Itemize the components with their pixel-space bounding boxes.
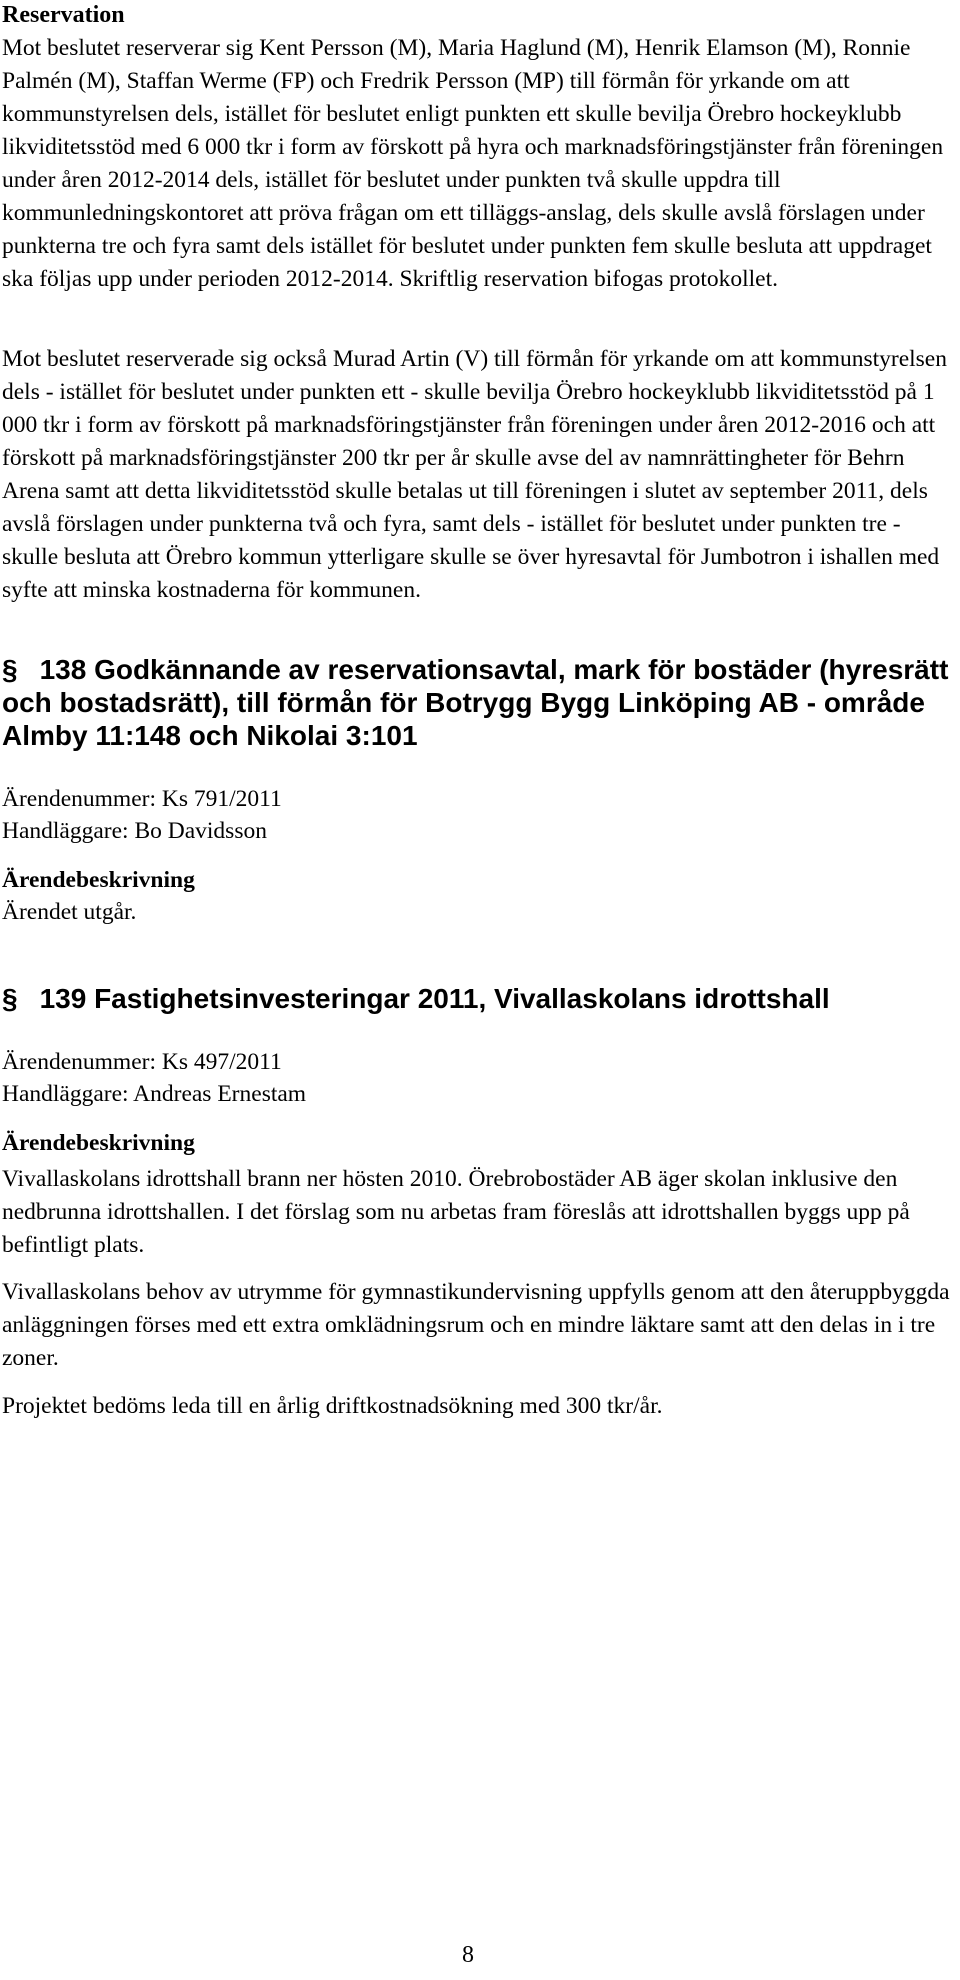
section-139-case-number: Ärendenummer: Ks 497/2011	[2, 1049, 282, 1075]
reservation-paragraph-1-text: Mot beslutet reserverar sig Kent Persson (M), Maria Haglund (M), Henrik Elamson (M), Ronnie Palmén (M), Staffan Werme (FP) och Fredrik Persson (MP) till förmån för yrkande om att kommunstyrelsen dels, istället för beslutet enligt punkten ett skulle bevilja Örebro hockeyklubb likviditetsstöd med 6 000 tkr i form av förskott på hyra och marknadsföringstjänster från föreningen under åren 2012-2014 dels, istället för beslutet under punkten två skulle uppdra till kommunledningskontoret att pröva frågan om ett tilläggs-anslag, dels skulle avslå förslagen under punkterna tre och fyra samt dels istället för beslutet under punkten fem skulle besluta att uppdraget ska följas upp under perioden 2012-2014. Skriftlig reservation bifogas protokollet.	[2, 35, 944, 292]
section-139-paragraph-2-text: Vivallaskolans behov av utrymme för gymnastikundervisning uppfylls genom att den återuppbyggda anläggningen förses med ett extra omklädningsrum och en mindre läktare samt att den delas in i tre zoner.	[2, 1279, 950, 1371]
section-139-paragraph-2	[2, 1276, 950, 1375]
section-symbol: §	[2, 654, 18, 685]
reservation-paragraph-2-text: Mot beslutet reserverade sig också Murad Artin (V) till förmån för yrkande om att kommunstyrelsen dels - istället för beslutet under punkten ett - skulle bevilja Örebro hockeyklubb likviditetsstöd på 1 000 tkr i form av förskott på marknadsföringstjänster från föreningen under åren 2012-2016 och att förskott på marknadsföringstjänster 200 tkr per år skulle avse del av namnrättingheter för Behrn Arena samt att detta likviditetsstöd skulle betalas ut till föreningen i slutet av september 2011, dels avslå förslagen under punkterna två och fyra, samt dels - istället för beslutet under punkten tre - skulle besluta att Örebro kommun ytterligare skulle se över hyresavtal för Jumbotron i ishallen med syfte att minska kostnaderna för kommunen.	[2, 346, 947, 603]
section-138-officer: Handläggare: Bo Davidsson	[2, 818, 267, 844]
reservation-paragraph-1	[2, 32, 950, 296]
reservation-paragraph-2	[2, 343, 950, 607]
section-138-case-number: Ärendenummer: Ks 791/2011	[2, 786, 282, 812]
section-138-heading	[2, 653, 950, 752]
section-139-paragraph-3-text: Projektet bedöms leda till en årlig driftkostnadsökning med 300 tkr/år.	[2, 1393, 663, 1419]
page-number: 8	[462, 1942, 474, 1968]
section-139-description-heading: Ärendebeskrivning	[2, 1130, 195, 1156]
section-139-officer: Handläggare: Andreas Ernestam	[2, 1081, 307, 1107]
section-138-description-heading: Ärendebeskrivning	[2, 867, 195, 893]
section-symbol: §	[2, 983, 18, 1014]
section-139-paragraph-1	[2, 1163, 950, 1262]
reservation-heading: Reservation	[2, 2, 125, 28]
section-139-paragraph-1-text: Vivallaskolans idrottshall brann ner hösten 2010. Örebrobostäder AB äger skolan inklusive den nedbrunna idrottshallen. I det förslag som nu arbetas fram föreslås att idrottshallen byggs upp på befintligt plats.	[2, 1166, 910, 1258]
section-139-paragraph-3	[2, 1390, 950, 1423]
section-138-title: 138 Godkännande av reservationsavtal, mark för bostäder (hyresrätt och bostadsrätt), till förmån för Botrygg Bygg Linköping AB - område Almby 11:148 och Nikolai 3:101	[2, 654, 949, 751]
section-139-title: 139 Fastighetsinvesteringar 2011, Vivallaskolans idrottshall	[39, 983, 830, 1014]
section-138-description: Ärendet utgår.	[2, 899, 137, 925]
section-139-heading	[2, 982, 950, 1015]
